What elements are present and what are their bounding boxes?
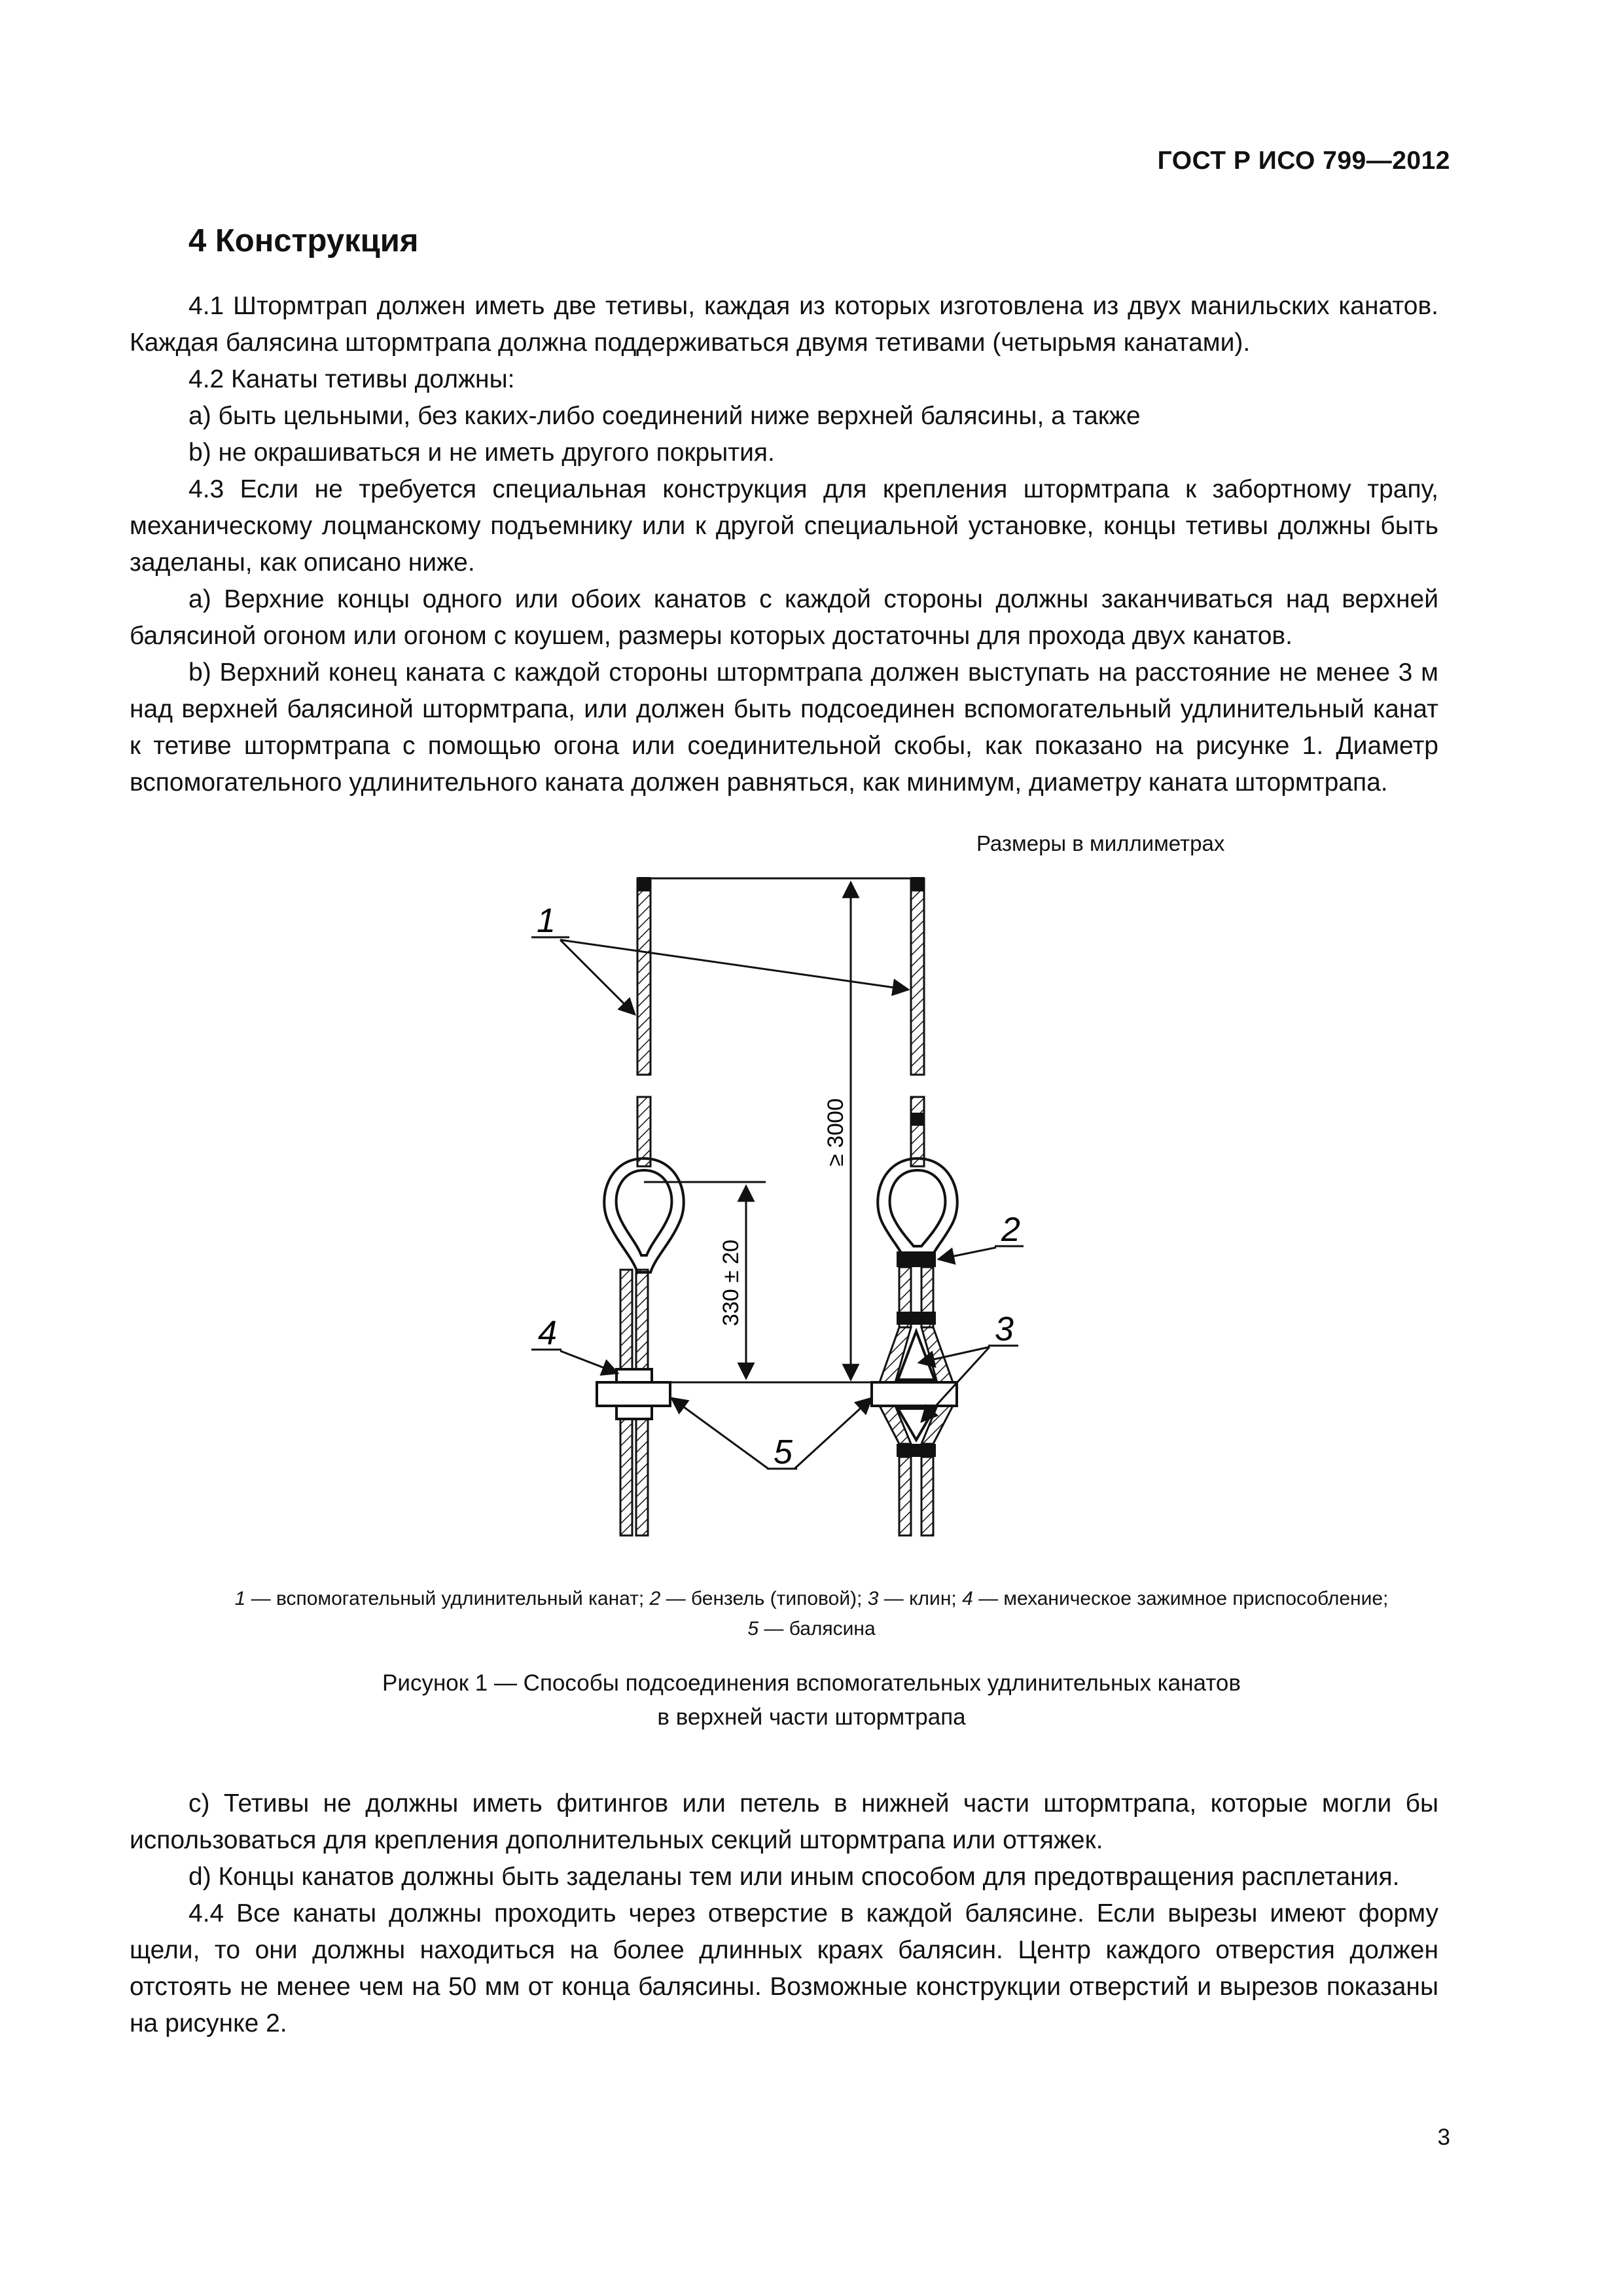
paragraph-4-3-b: b) Верхний конец каната с каждой стороны штормтрапа должен выступать на расстояние не менее 3 м над верхней балясиной штормтрапа, или должен быть подсоединен вспомогательный удлинительный канат к тетиве штормтрапа с помощью огона или соединительной скобы, как показано на рисунке 1. Диаметр вспомогательного удлинительного каната должен равняться, как минимум, диаметру каната штормтрапа. bbox=[130, 658, 1438, 797]
dimension-330 bbox=[644, 1182, 872, 1382]
legend-num-1: 1 bbox=[234, 1588, 246, 1609]
paragraph-4-3-c: c) Тетивы не должны иметь фитингов или петель в нижней части штормтрапа, которые могли бы использоваться для крепления дополнительных секций штормтрапа или оттяжек. bbox=[130, 1789, 1438, 1854]
legend-num-4: 4 bbox=[962, 1588, 973, 1609]
legend-text-1: — вспомогательный удлинительный канат; bbox=[245, 1588, 650, 1609]
legend-text-3: — клин; bbox=[878, 1588, 963, 1609]
left-upper-rope bbox=[637, 877, 651, 1166]
svg-text:1: 1 bbox=[537, 902, 556, 940]
legend-text-5: — балясина bbox=[758, 1618, 876, 1640]
callout-1 bbox=[531, 902, 908, 1014]
svg-text:5: 5 bbox=[774, 1433, 793, 1471]
right-eye-thimble bbox=[878, 1158, 957, 1257]
figure-caption bbox=[0, 1666, 1623, 1734]
units-note: Размеры в миллиметрах bbox=[976, 831, 1225, 855]
svg-text:3: 3 bbox=[995, 1310, 1014, 1348]
section-title: 4 Конструкция bbox=[188, 223, 419, 259]
callout-3 bbox=[919, 1310, 1018, 1422]
figure-legend bbox=[0, 1584, 1623, 1644]
right-wedges bbox=[898, 1331, 935, 1440]
legend-line-1 bbox=[0, 1584, 1623, 1614]
legend-text-2: — бензель (типовой); bbox=[660, 1588, 868, 1609]
paragraph-4-3-d: d) Концы канатов должны быть заделаны тем или иным способом для предотвращения расплетания. bbox=[188, 1863, 1400, 1891]
legend-num-5: 5 bbox=[747, 1618, 759, 1640]
paragraph-4-2: 4.2 Канаты тетивы должны: bbox=[188, 365, 515, 393]
legend-num-2: 2 bbox=[649, 1588, 661, 1609]
left-eye-thimble bbox=[604, 1158, 684, 1272]
left-lower-ropes bbox=[620, 1270, 648, 1535]
svg-text:4: 4 bbox=[538, 1314, 557, 1352]
text-block-bottom bbox=[130, 1785, 1438, 2042]
left-clamp bbox=[616, 1369, 652, 1419]
legend-num-3: 3 bbox=[867, 1588, 879, 1609]
right-upper-rope bbox=[911, 877, 924, 1166]
callout-2 bbox=[938, 1211, 1024, 1259]
caption-line-1: Рисунок 1 — Способы подсоединения вспомогательных удлинительных канатов bbox=[382, 1670, 1241, 1696]
right-step bbox=[872, 1382, 957, 1406]
text-block-top bbox=[130, 288, 1438, 801]
svg-text:2: 2 bbox=[1001, 1211, 1020, 1249]
caption-line-2: в верхней части штормтрапа bbox=[657, 1704, 966, 1730]
right-seizing bbox=[897, 1251, 936, 1267]
paragraph-4-1: 4.1 Штормтрап должен иметь две тетивы, каждая из которых изготовлена из двух манильских канатов. Каждая балясина штормтрапа должна поддерживаться двумя тетивами (четырьмя канатами). bbox=[130, 292, 1438, 357]
dimension-3000 bbox=[651, 878, 911, 1380]
legend-line-2 bbox=[0, 1614, 1623, 1644]
page-number: 3 bbox=[1437, 2125, 1450, 2150]
dim-label-3000: ≥ 3000 bbox=[823, 1098, 848, 1166]
paragraph-4-2-b: b) не окрашиваться и не иметь другого покрытия. bbox=[188, 439, 775, 467]
paragraph-4-4: 4.4 Все канаты должны проходить через отверстие в каждой балясине. Если вырезы имеют форму щели, то они должны находиться на более длинных краях балясин. Центр каждого отверстия должен отстоять не менее чем на 50 мм от конца балясины. Возможные конструкции отверстий и вырезов показаны на рисунке 2. bbox=[130, 1899, 1438, 2037]
paragraph-4-3-a: a) Верхние концы одного или обоих канатов с каждой стороны должны заканчиваться над верхней балясиной огоном или огоном с коушем, размеры которых достаточны для прохода двух канатов. bbox=[130, 585, 1438, 650]
paragraph-4-2-a: a) быть цельными, без каких-либо соединений ниже верхней балясины, а также bbox=[188, 402, 1141, 430]
callout-4 bbox=[531, 1314, 618, 1373]
document-header: ГОСТ Р ИСО 799—2012 bbox=[1157, 147, 1450, 175]
callout-5 bbox=[671, 1398, 872, 1471]
paragraph-4-3: 4.3 Если не требуется специальная конструкция для крепления штормтрапа к забортному трапу, механическому лоцманскому подъемнику или к другой специальной установке, концы тетивы должны быть заделаны, как описано ниже. bbox=[130, 475, 1438, 577]
dim-label-330: 330 ± 20 bbox=[719, 1239, 743, 1327]
legend-text-4: — механическое зажимное приспособление; bbox=[972, 1588, 1389, 1609]
left-step bbox=[597, 1382, 670, 1406]
right-lower-ropes bbox=[880, 1267, 953, 1535]
